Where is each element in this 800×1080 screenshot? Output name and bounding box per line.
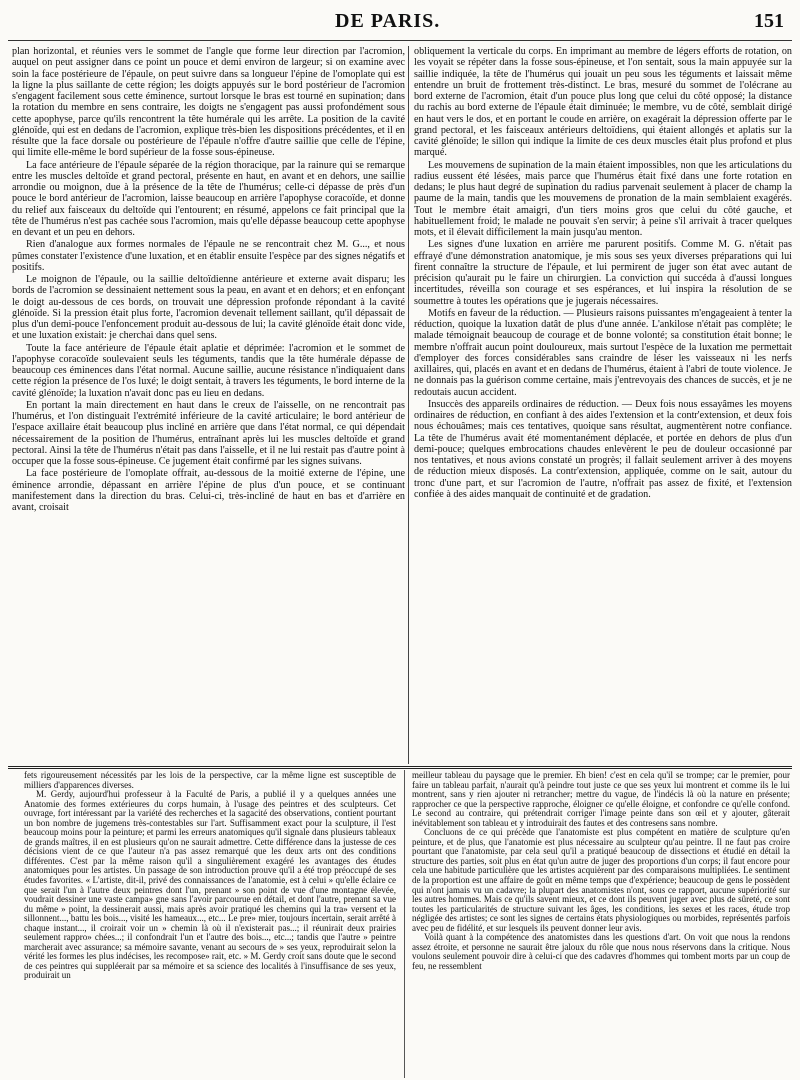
- feuilleton-paragraph: Concluons de ce qui précède que l'anatomiste est plus compétent en matière de sculpture qu'en peinture, et de plus, que l'anatomie est plus nécessaire au sculpteur qu'au peintre. Il ne faut pas croire pourtant que l'anatomiste, par cela seul qu'il a pratiqué beaucoup de dissections et étudié en détail la structure des parties, soit plus en état qu'un autre de juger des proportions d'un corps; il faut encore pour cela une habitude particulière que les artistes acquièrent par des comparaisons multipliées. Le sentiment de la proportion est une affaire de goût en même temps que d'expérience; beaucoup de gens le possèdent qui n'ont jamais vu un cadavre; la plupart des anatomistes n'ont, sous ce rapport, aucune supériorité sur les autres hommes. Mais ce qu'ils savent mieux, et ce dont ils peuvent juger avec plus de sûreté, ce sont toutes les particularités de structure suivant les âges, les conditions, les sexes et les races, étude trop négligée des artistes; ce sont les signes de certains états physiologiques ou morbides, représentés parfois avec peu de fidélité, et sur lesquels ils peuvent donner leur avis.: [412, 827, 790, 933]
- article-column-left: [12, 46, 405, 762]
- feuilleton-paragraph: Voilà quant à la compétence des anatomistes dans les questions d'art. On voit que nous la rendons assez étroite, et personne ne saurait être jaloux du rôle que nous nous réservons dans la critique. Nous voulons seulement pouvoir dire à celui-ci que des cadavres d'hommes qui tombent morts par un coup de feu, ne ressemblent: [412, 932, 790, 971]
- paragraph: En portant la main directement en haut dans le creux de l'aisselle, on ne rencontrait pas l'humérus, et l'on distinguait l'extrémité inférieure de la cavité articulaire; le bord antérieur de l'espace axillaire était beaucoup plus incliné en arrière que dans l'état normal, ce qui dépendait nécessairement de la position de l'humérus, entraînant après lui les muscles deltoïde et grand pectoral. Ainsi la tête de l'humérus n'était pas dans l'aisselle, et il ne lui restait pas d'autre point à occuper que la fosse sous-épineuse. Ce jugement était confirmé par les signes suivans.: [12, 399, 405, 467]
- paragraph-insucces: Insuccès des appareils ordinaires de réduction. — Deux fois nous essayâmes les moyens ordinaires de réduction, en confiant à des aides l'extension et la contr'extension, et deux fois nous échouâmes; mais ces tentatives, quoique sans résultat, augmentèrent notre confiance. La tête de l'humérus avait été momentanément déplacée, et portée en dehors de plus d'un demi-pouce; quelques embrocations chaudes enlevèrent le peu de douleur occasionné par nos tentatives, et nous avions constaté un progrès; il fallait seulement arriver à des moyens de réduction mieux disposés. La contr'extension, appliquée, comme on le sait, autour du tronc d'une part, et sur l'acromion de l'autre, n'offrait pas assez de fixité, et l'extension confiée à des aides manquait de continuité et de gradation.: [414, 398, 792, 500]
- paragraph: Les signes d'une luxation en arrière me parurent positifs. Comme M. G. n'était pas effrayé d'une démonstration anatomique, je mis sous ses yeux diverses préparations qui lui firent connaître la structure de l'épaule, et lui permirent de juger son état avec autant de précision qu'aurait pu le faire un chirurgien. La conviction qui succéda à d'aussi longues incertitudes, réveilla son courage et ses espérances, et lui inspira la résolution de se soumettre à toutes les opérations que je jugerais nécessaires.: [414, 239, 792, 307]
- paragraph-motifs: Motifs en faveur de la réduction. — Plusieurs raisons puissantes m'engageaient à tenter la réduction, quoique la luxation datât de plus d'une année. L'ankilose n'était pas complète; le malade témoignait beaucoup de courage et de bonne volonté; sa constitution était bonne; le membre n'offrait aucun point douloureux, mais surtout l'espèce de la luxation me permettait d'employer des forces considérables sans craindre de léser les vaisseaux ni les nerfs axillaires, qui, placés en avant et en dedans de l'humérus, étaient à l'abri de toute violence. Je ne donnais pas la guérison comme certaine, mais j'entrevoyais des chances de succès, et je ne redoutais aucun accident.: [414, 307, 792, 398]
- paragraph: Rien d'analogue aux formes normales de l'épaule ne se rencontrait chez M. G..., et nous pûmes constater l'existence d'une luxation, et en établir ensuite l'espèce par des signes négatifs et positifs.: [12, 239, 405, 273]
- feuilleton-column-right: [412, 771, 790, 1077]
- paragraph: plan horizontal, et réunies vers le sommet de l'angle que forme leur direction par l'acromion, auquel on peut assigner dans ce point un pouce et demi environ de largeur; si on examine avec soin la face postérieure de l'épaule, on peut suivre dans sa longueur l'épine de l'omoplate qui est la ligne la plus saillante de cette région; les doigts appuyés sur le bord postérieur de l'acromion s'engagent facilement sous cette éminence, surtout lorsque le bras est tourné en supination; dans la rotation du membre en sens contraire, les doigts ne s'engagent pas aussi profondément sous cette apophyse, parce qu'ils rencontrent la tête humérale qui les arrête. La position de la cavité glénoïde, qui est en dedans de l'acromion, explique très-bien les dispositions précédentes, et il en résulte que la face dorsale ou postérieure de l'épaule n'offre d'autre saillie que celle de l'épine, qui limite elle-même le bord supérieur de la fosse sous-épineuse.: [12, 46, 405, 159]
- paragraph: Toute la face antérieure de l'épaule était aplatie et déprimée: l'acromion et le sommet de l'apophyse coracoïde soulevaient seuls les téguments, tandis que la tête humérale dépasse de beaucoup ces éminences dans l'état normal. Aucune saillie, aucune résistance n'indiquaient dans cette région la présence de l'os luxé; le doigt sentait, à travers les téguments, le bord interne de la cavité glénoïde; la luxation n'avait donc pas eu lieu en dedans.: [12, 342, 405, 399]
- paragraph: La face antérieure de l'épaule séparée de la région thoracique, par la rainure qui se remarque entre les muscles deltoïde et grand pectoral, présente en haut, en avant et en dehors, une saillie arrondie ou moignon, due à la présence de la tête de l'humérus; celle-ci dépasse de près d'un pouce le bord antérieur de l'acromion, laisse beaucoup en arrière l'apophyse coracoïde, et donne du relief aux faisceaux du deltoïde qui l'entourent; en résumé, appelons ce fait principal que la tête de l'humérus n'est pas cachée sous l'acromion, mais qu'elle dépasse beaucoup cette apophyse en devant et un peu en dehors.: [12, 159, 405, 238]
- feuilleton-rule: [8, 766, 792, 767]
- article-column-right: [414, 46, 792, 758]
- feuilleton-paragraph: M. Gerdy, aujourd'hui professeur à la Faculté de Paris, a publié il y a quelques années une Anatomie des formes extérieures du corps humain, à l'usage des peintres et des sculpteurs. Cet ouvrage, fort intéressant par la variété des recherches et la sagacité des observations, contient pourtant un bon nombre de jugemens très-contestables sur l'art. Suffisamment exact pour la sculpture, il l'est beaucoup moins pour la peinture; et parmi les erreurs anatomiques qu'il signale dans plusieurs tableaux de grands maîtres, il en est plusieurs qu'on ne saurait admettre. Cette différence dans la justesse de ces décisions vient de ce que l'auteur n'a pas assez remarqué que les deux arts ont des conditions différentes. C'est par la même raison qu'il a singulièrement exagéré les avantages des études anatomiques pour les artistes. Un passage de son introduction prouve qu'il a été trop préoccupé de ses études favorites. « L'artiste, dit-il, privé des connaissances de l'anatomie, est à celui » qu'elle éclaire ce que serait l'un à l'autre deux peintres dont l'un, prenant » son point de vue d'une montagne élevée, voudrait dessiner une vaste campa» gne sans l'avoir parcourue en détail, et dont l'autre, prenant sa vue du même » point, la dessinerait aussi, mais après avoir pratiqué les chemins qui la tra» versent et la sillonnent..., battu les bois..., visité les hameaux..., etc... Le pre» mier, toujours incertain, serait arrêté à chaque instant..., il croirait voir un » chemin là où il n'existerait pas...; il réunirait deux prairies seulement rappro» chées...; il confondrait l'un et l'autre des bois..., etc...; tandis que l'autre » peintre marcherait avec assurance; sa mémoire savante, venant au secours de » ses yeux, reproduirait selon la vérité les formes les plus indécises, les recompose» rait, etc. » M. Gerdy croit sans doute que le second de ces peintres qui suppléerait par sa mémoire et sa science des localités à l'insuffisance de ses yeux, produirait un: [24, 789, 396, 981]
- paragraph: La face postérieure de l'omoplate offrait, au-dessous de la moitié externe de l'épine, une éminence arrondie, dépassant en arrière l'épine de plus d'un pouce, et se continuant manifestement dans la direction du bras. Celui-ci, très-incliné de haut en bas et d'arrière en avant, croisait: [12, 468, 405, 513]
- feuilleton-paragraph: meilleur tableau du paysage que le premier. Eh bien! c'est en cela qu'il se trompe; car le premier, pour faire un tableau parfait, n'aurait qu'à peindre tout juste ce que ses yeux lui montrent et comme ils le lui montrent, sans y rien ajouter ni retrancher; mettre du vague, de l'indécis là où la nature en présente; rapprocher ce que la perspective rapproche, éloigner ce qu'elle éloigne, et confondre ce qu'elle confond. Le second au contraire, qui prétendrait corriger l'image peinte dans son œil et y ajouter, gâterait inévitablement son tableau et y introduirait des fautes et des contresens sans nombre.: [412, 771, 790, 828]
- feuilleton-column-left: [24, 771, 396, 1077]
- feuilleton-rule-double: [8, 768, 792, 769]
- column-divider: [408, 46, 409, 764]
- paragraph: obliquement la verticale du corps. En imprimant au membre de légers efforts de rotation, on les voyait se répéter dans la fosse sous-épineuse, et l'on sentait, sous la main appuyée sur la saillie indiquée, la tête de l'humérus qui jouait un peu sous les téguments et laissait même entendre un bruit de frottement très-distinct. Le bras, mesuré du sommet de l'olécrane au bord externe de l'acromion, était d'un pouce plus long que celui du côté opposé; la distance du rachis au bord externe de l'épaule était diminuée; le membre, vu de côté, semblait dirigé en haut vers le dos, et en portant le coude en arrière, on exagérait la dépression offerte par le grand pectoral, et les faisceaux antérieurs deltoïdiens, qui étaient allongés et aplatis sur la cavité glénoïde; le sillon qui indique la limite de ces deux muscles était plus profond et plus marqué.: [414, 46, 792, 159]
- feuilleton-divider: [404, 770, 405, 1078]
- paragraph: Le moignon de l'épaule, ou la saillie deltoïdienne antérieure et externe avait disparu; les bords de l'acromion se dessinaient nettement sous la peau, en avant et en dehors; et en enfonçant le doigt au-dessous de ces bords, on trouvait une dépression profonde répondant à la cavité glénoïde. Si la pression était plus forte, l'acromion devenait tellement saillant, qu'il dépassait de plus d'un demi-pouce l'enfoncement produit au-dessous de lui; la cavité glénoïde était donc vide, et une luxation existait: je cherchai dans quel sens.: [12, 274, 405, 342]
- page-header: [0, 0, 800, 44]
- header-rule: [8, 40, 792, 41]
- paragraph: Les mouvemens de supination de la main étaient impossibles, non que les articulations du radius eussent été lésées, mais parce que l'humérus était fixé dans une forte rotation en dedans; le plus haut degré de supination du radius parvenait seulement à placer de champ la paume de la main, tandis que les mouvemens de pronation de la main semblaient exagérés. Tout le membre était amaigri, d'un tiers moins gros que celui du côté gauche, et habituellement froid; le malade ne pouvait s'en servir; à peine s'il arrivait à tracer quelques mots, et il élevait difficilement la main jusqu'au menton.: [414, 159, 792, 238]
- running-title: DE PARIS.: [335, 10, 441, 32]
- page-number: 151: [754, 10, 784, 32]
- feuilleton-paragraph: fets rigoureusement nécessités par les lois de la perspective, car la même ligne est susceptible de milliers d'apparences diverses.: [24, 771, 396, 790]
